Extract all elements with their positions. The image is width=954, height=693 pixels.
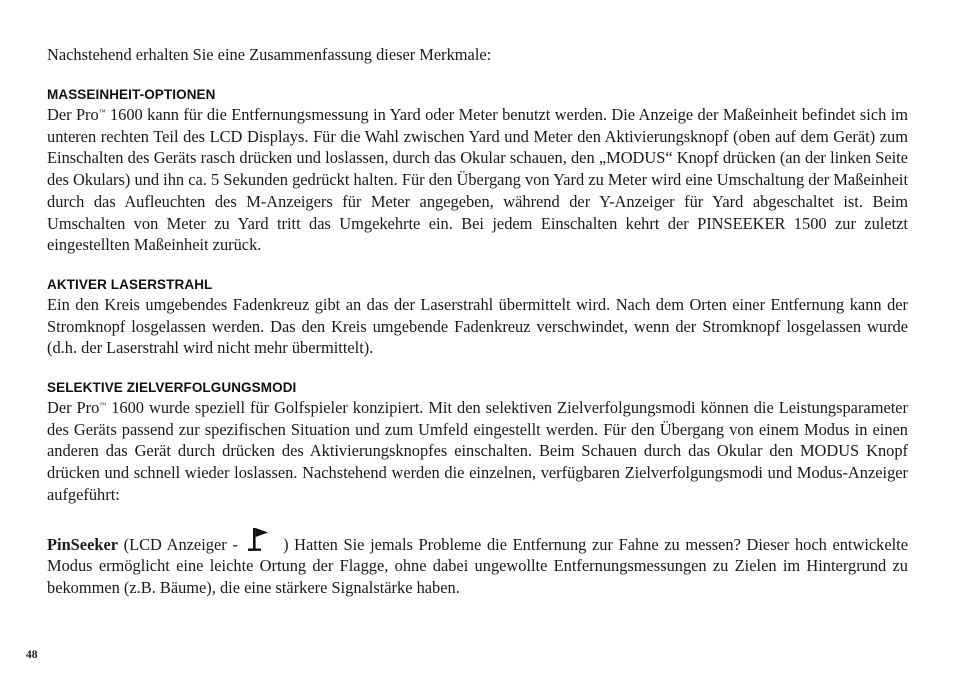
trademark-mark: ™ (99, 401, 107, 410)
section-laser (47, 276, 908, 359)
section-text-modi: 1600 wurde speziell für Golfspieler konzipiert. Mit den selektiven Zielverfolgungsmodi können die Leistungsparameter des Geräts passend zur spezifischen Situation und zum Umfeld eingestellt werden. Für den Übergang von einem Modus in einen anderen das Gerät durch drücken des Aktivierungsknopfes einschalten. Beim Schauen durch das Okular den MODUS Knopf drücken und schnell wieder loslassen. Nachstehend werden die einzelnen, verfügbaren Zielverfolgungsmodi und Modus-Anzeiger aufgeführt: (47, 398, 909, 504)
product-name: Der Pro (47, 398, 100, 418)
product-name: Der Pro (47, 105, 99, 124)
section-heading-modi: SELEKTIVE ZIELVERFOLGUNGSMODI (47, 380, 297, 396)
section-modi (47, 379, 908, 506)
page-content (47, 44, 908, 619)
section-heading-laser: AKTIVER LASERSTRAHL (47, 276, 213, 292)
pinseeker-label: PinSeeker (47, 534, 119, 554)
section-pinseeker (47, 525, 908, 599)
intro-text: Nachstehend erhalten Sie eine Zusammenfassung dieser Merkmale: (47, 45, 492, 64)
pinseeker-paragraph (47, 525, 908, 599)
section-masseinheit (47, 86, 908, 256)
flag-icon (245, 525, 275, 553)
section-body-masseinheit (47, 104, 908, 256)
section-heading-masseinheit: MASSEINHEIT-OPTIONEN (47, 87, 216, 102)
page-number: 48 (26, 649, 38, 661)
section-text-masseinheit: 1600 kann für die Entfernungsmessung in Yard oder Meter benutzt werden. Die Anzeige der Maßeinheit befindet sich im unteren rechten Teil des LCD Displays. Für die Wahl zwischen Yard und Meter den Aktivierungsknopf (oben auf dem Gerät) zum Einschalten des Geräts rasch drücken und loslassen, durch das Okular schauen, den „MODUS“ Knopf drücken (an der linken Seite des Okulars) und ihn ca. 5 Sekunden gedrückt halten. Für den Übergang von Yard zu Meter wird eine Umschaltung der Maßeinheit durch das Aufleuchten des M-Anzeigers für Meter angegeben, während der Y-Anzeiger für Yard abgeschaltet ist. Beim Umschalten von Meter zu Yard tritt das Umgekehrte ein. Bei jedem Einschalten kehrt der PINSEEKER 1500 zur zuletzt eingestellten Maßeinheit zurück. (47, 105, 909, 255)
pinseeker-pre-icon: (LCD Anzeiger - (118, 534, 244, 554)
pinseeker-post-icon: ) Hatten Sie jemals Probleme die Entfernung zur Fahne zu messen? Dieser hoch entwickelte Modus ermöglicht eine leichte Ortung der Flagge, ohne dabei ungewollte Entfernungsmessungen zu Zielen im Hintergrund zu bekommen (z.B. Bäume), die eine stärkere Signalstärke haben. (47, 534, 909, 597)
section-body-modi (47, 397, 908, 506)
section-body-laser: Ein den Kreis umgebendes Fadenkreuz gibt an das der Laserstrahl übermittelt wird. Nach dem Orten einer Entfernung kann der Stromknopf losgelassen werden. Das den Kreis umgebende Fadenkreuz verschwindet, wenn der Stromknopf losgelassen wurde (d.h. der Laserstrahl wird nicht mehr übermittelt). (47, 294, 908, 358)
trademark-mark: ™ (98, 108, 106, 116)
